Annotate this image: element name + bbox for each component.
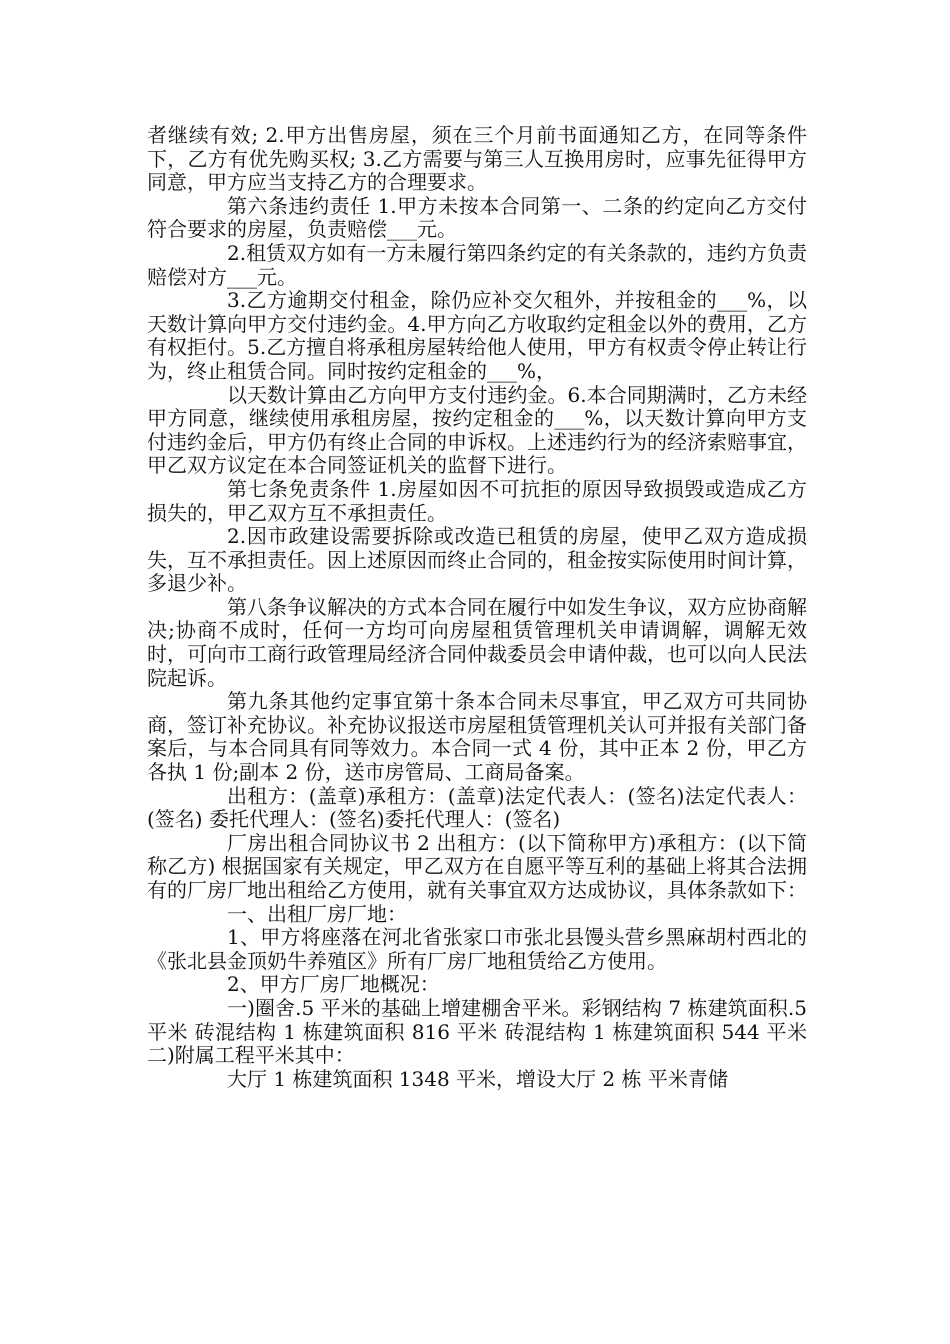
paragraph: 2.因市政建设需要拆除或改造已租赁的房屋，使甲乙双方造成损失，互不承担责任。因上述原因而终止合同的，租金按实际使用时间计算，多退少补。	[147, 524, 807, 596]
paragraph: 第七条免责条件 1.房屋如因不可抗拒的原因导致损毁或造成乙方损失的，甲乙双方互不承担责任。	[147, 476, 807, 525]
paragraph: 厂房出租合同协议书 2 出租方：(以下简称甲方)承租方：(以下简称乙方) 根据国家有关规定，甲乙双方在自愿平等互利的基础上将其合法拥有的厂房厂地出租给乙方使用，就有关事宜双方达成协议，具体条款如下：	[147, 830, 807, 902]
paragraph: 以天数计算由乙方向甲方支付违约金。6.本合同期满时，乙方未经甲方同意，继续使用承租房屋，按约定租金的___%，以天数计算向甲方支付违约金后，甲方仍有终止合同的申诉权。上述违约行为的经济索赔事宜，甲乙双方议定在本合同签证机关的监督下进行。	[147, 382, 807, 478]
paragraph: 者继续有效; 2.甲方出售房屋，须在三个月前书面通知乙方，在同等条件下，乙方有优先购买权; 3.乙方需要与第三人互换用房时，应事先征得甲方同意，甲方应当支持乙方的合理要求。	[147, 123, 807, 195]
paragraph: 2、甲方厂房厂地概况：	[227, 972, 440, 997]
paragraph: 出租方：(盖章)承租方：(盖章)法定代表人：(签名)法定代表人：(签名) 委托代理人：(签名)委托代理人：(签名)	[147, 783, 807, 832]
paragraph: 2.租赁双方如有一方未履行第四条约定的有关条款的，违约方负责赔偿对方___元。	[147, 240, 807, 289]
paragraph: 1、甲方将座落在河北省张家口市张北县馒头营乡黑麻胡村西北的《张北县金顶奶牛养殖区》所有厂房厂地租赁给乙方使用。	[147, 925, 807, 973]
paragraph: 第八条争议解决的方式本合同在履行中如发生争议，双方应协商解决;协商不成时，任何一方均可向房屋租赁管理机关申请调解，调解无效时，可向市工商行政管理局经济合同仲裁委员会申请仲裁，也可以向人民法院起诉。	[147, 594, 807, 690]
paragraph: 一)圈舍.5 平米的基础上增建棚舍平米。彩钢结构 7 栋建筑面积.5 平米 砖混结构 1 栋建筑面积 816 平米 砖混结构 1 栋建筑面积 544 平米 二)附属工程平米其中：	[147, 995, 807, 1068]
paragraph: 一、出租厂房厂地：	[227, 901, 407, 926]
paragraph: 第六条违约责任 1.甲方未按本合同第一、二条的约定向乙方交付符合要求的房屋，负责赔偿___元。	[147, 193, 807, 242]
paragraph: 大厅 1 栋建筑面积 1348 平米，增设大厅 2 栋 平米青储	[227, 1066, 728, 1091]
paragraph: 第九条其他约定事宜第十条本合同未尽事宜，甲乙双方可共同协商，签订补充协议。补充协议报送市房屋租赁管理机关认可并报有关部门备案后，与本合同具有同等效力。本合同一式 4 份，其中正本 2 份，甲乙方各执 1 份;副本 2 份，送市房管局、工商局备案。	[147, 689, 807, 785]
document-body	[147, 124, 807, 1091]
paragraph: 3.乙方逾期交付租金，除仍应补交欠租外，并按租金的___%，以天数计算向甲方交付违约金。4.甲方向乙方收取约定租金以外的费用，乙方有权拒付。5.乙方擅自将承租房屋转给他人使用，甲方有权责令停止转让行为，终止租赁合同。同时按约定租金的___%，	[147, 288, 807, 383]
